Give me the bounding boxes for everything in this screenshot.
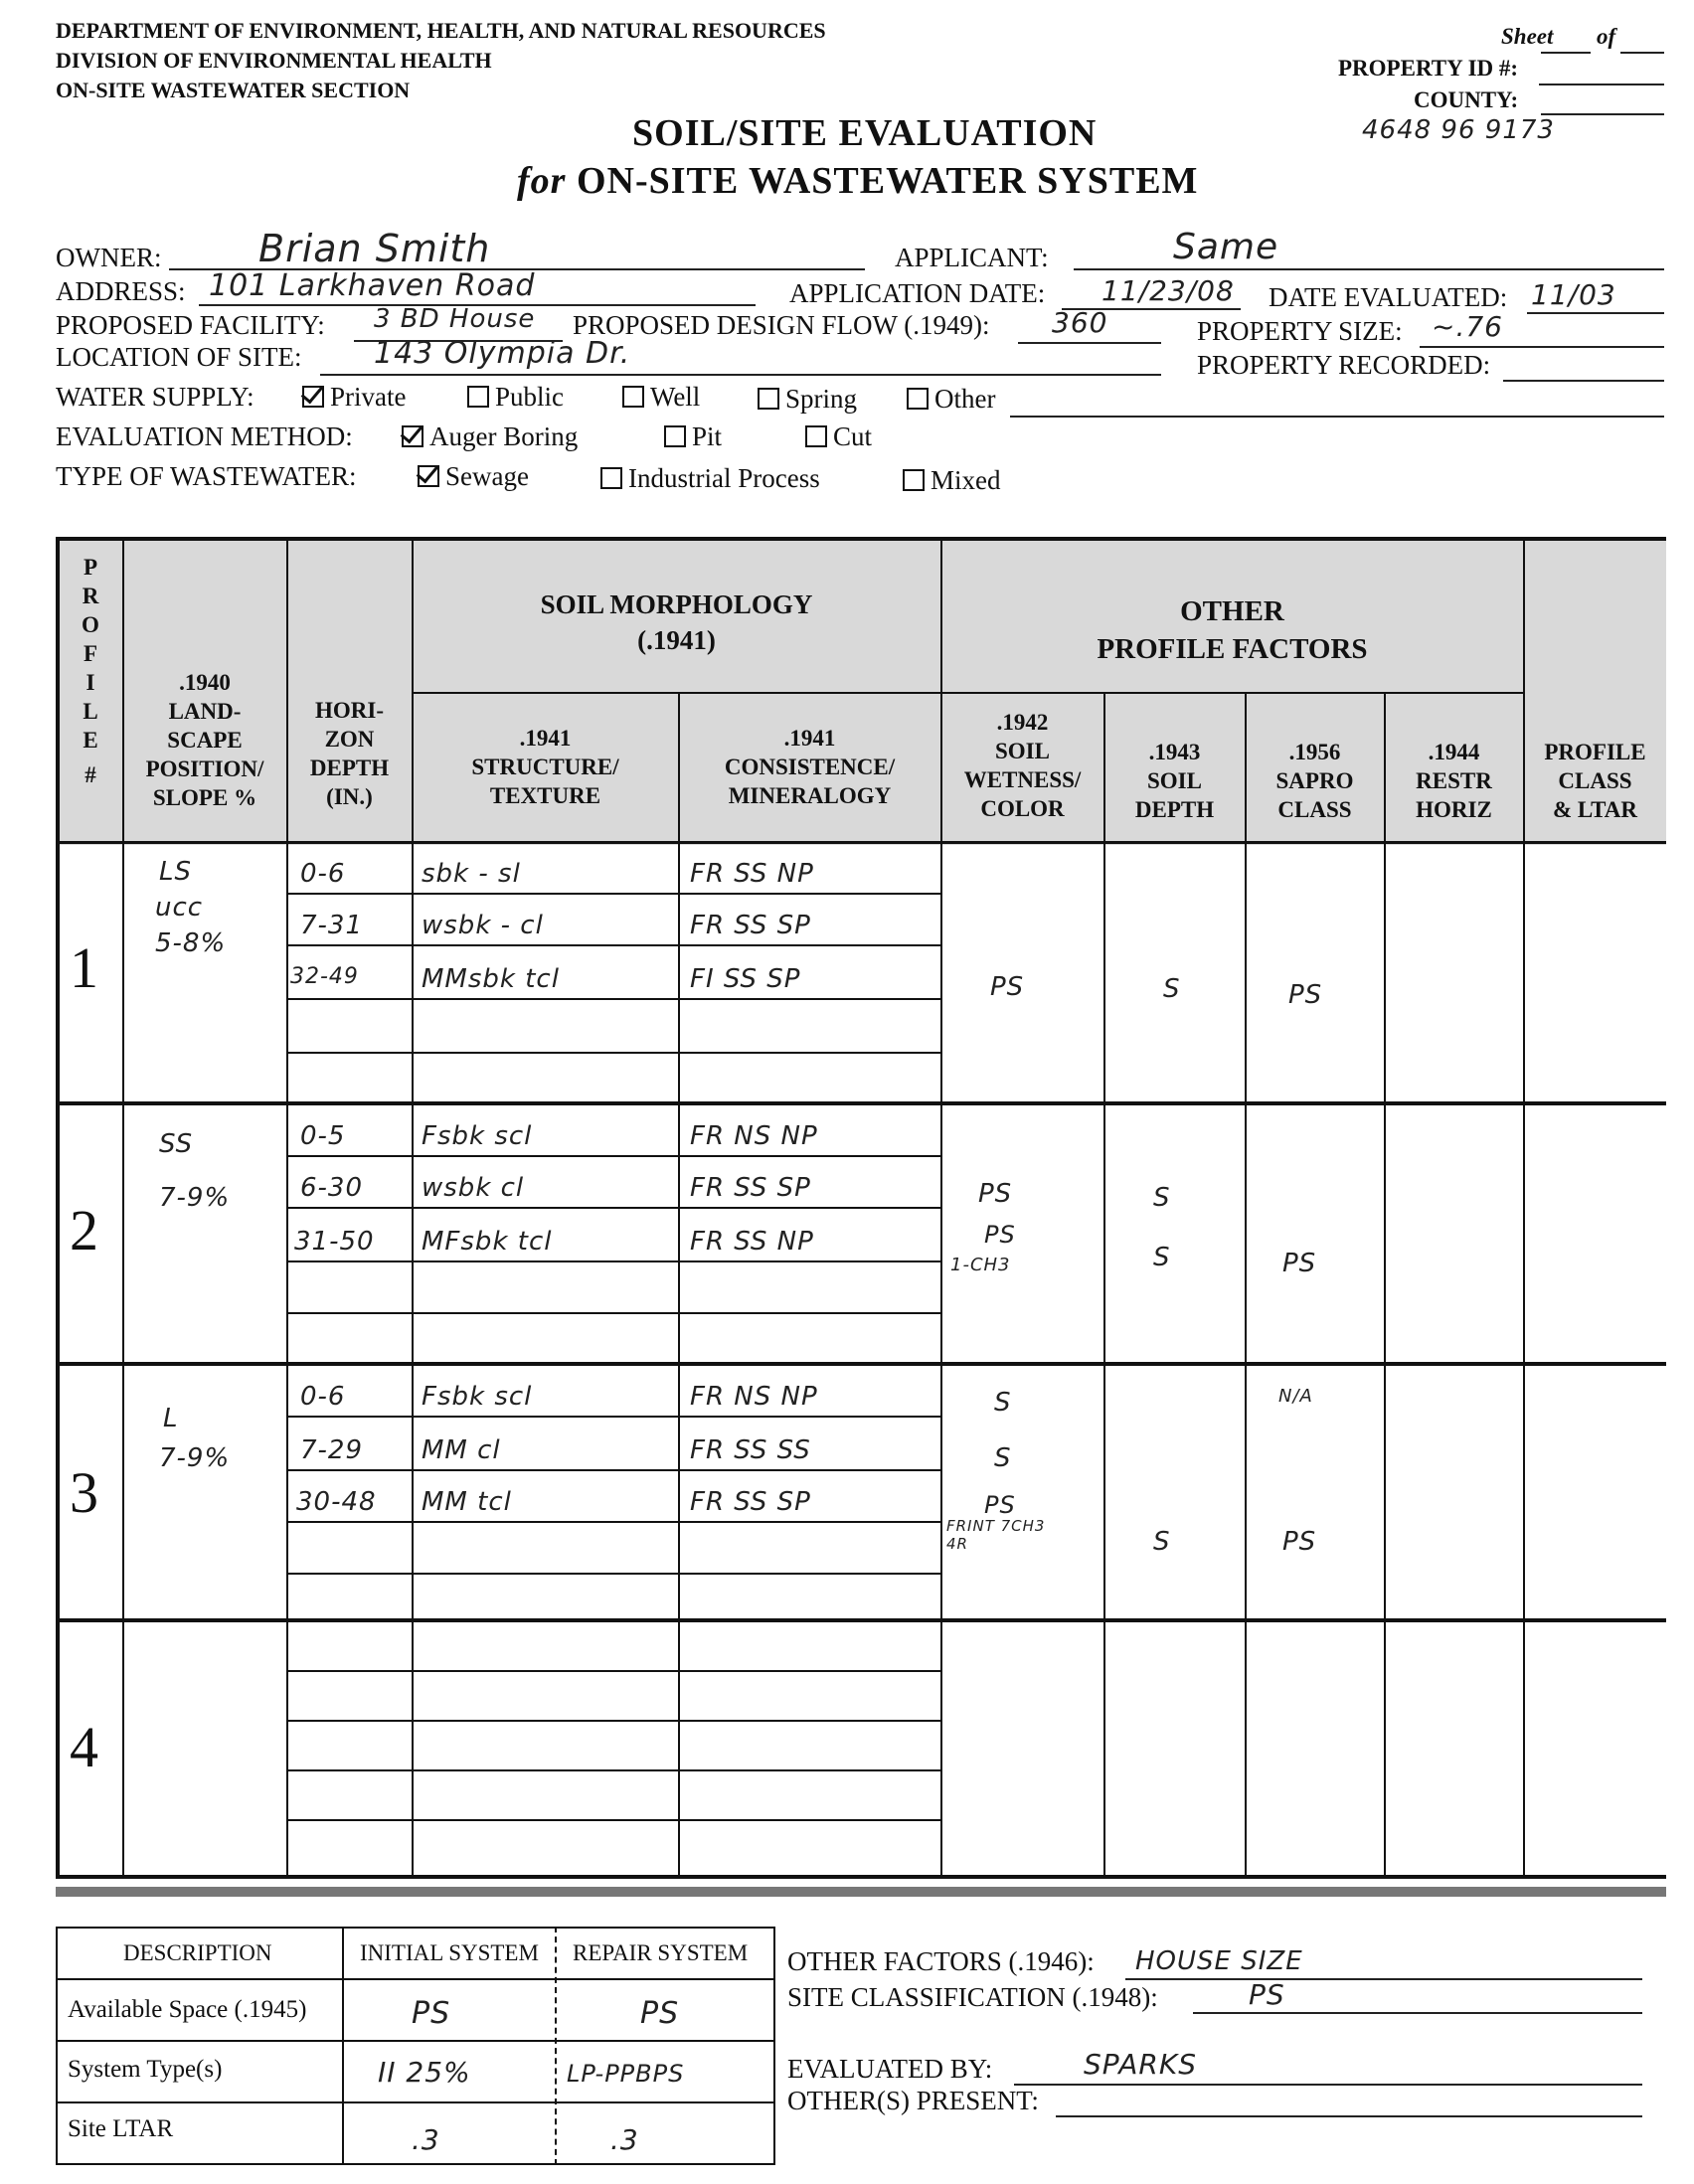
- property-id-field[interactable]: [1539, 84, 1664, 85]
- wastewater-label: TYPE OF WASTEWATER:: [56, 461, 357, 491]
- soil-depth-col-header: .1943 SOIL DEPTH: [1134, 740, 1215, 822]
- dept-line2: DIVISION OF ENVIRONMENTAL HEALTH: [56, 48, 492, 73]
- water-supply-label: WATER SUPPLY:: [56, 382, 254, 412]
- checkbox-icon[interactable]: [903, 469, 925, 491]
- profile-number: 3: [70, 1460, 98, 1525]
- row-line: [286, 1720, 940, 1722]
- wastewater-industrial[interactable]: Industrial Process: [600, 463, 820, 494]
- method-cut[interactable]: Cut: [805, 421, 872, 452]
- table-bottom-rule: [56, 1887, 1666, 1897]
- others-present-field[interactable]: [1056, 2115, 1642, 2117]
- consistence-mineralogy[interactable]: FR SS SP: [690, 1173, 811, 1203]
- property-size-value: ~.76: [1432, 310, 1503, 343]
- landscape-value: LS: [159, 857, 192, 887]
- landscape-value: 7-9%: [159, 1183, 231, 1213]
- structure-texture[interactable]: Fsbk scl: [422, 1382, 533, 1412]
- county-value: 4648 96 9173: [1362, 115, 1555, 145]
- structure-texture[interactable]: sbk - sl: [422, 859, 521, 889]
- county-field[interactable]: [1541, 113, 1664, 115]
- row-label: Site LTAR: [68, 2115, 174, 2142]
- structure-texture[interactable]: MM cl: [422, 1435, 501, 1465]
- soil-wetness[interactable]: PS: [978, 1179, 1013, 1209]
- consistence-mineralogy[interactable]: FR NS NP: [690, 1382, 818, 1412]
- property-recorded-field[interactable]: [1503, 350, 1664, 382]
- dept-line1: DEPARTMENT OF ENVIRONMENT, HEALTH, AND NATURAL RESOURCES: [56, 18, 826, 43]
- repair-system-header: REPAIR SYSTEM: [573, 1940, 749, 1965]
- other-factors-field[interactable]: [1125, 1978, 1642, 1980]
- horizon-depth[interactable]: 30-48: [296, 1487, 377, 1517]
- row-line: [286, 1312, 940, 1314]
- date-evaluated-label: DATE EVALUATED:: [1269, 282, 1508, 312]
- water-well[interactable]: Well: [622, 382, 700, 413]
- row-line: [56, 2040, 775, 2042]
- horizon-depth[interactable]: 7-31: [300, 911, 364, 940]
- property-size-label: PROPERTY SIZE:: [1197, 316, 1403, 346]
- landscape-value: L: [163, 1404, 179, 1433]
- soil-wetness[interactable]: S: [994, 1443, 1012, 1473]
- water-other[interactable]: Other: [907, 384, 995, 415]
- checkbox-icon[interactable]: [758, 388, 779, 410]
- sheet-field[interactable]: [1541, 52, 1591, 54]
- initial-value[interactable]: PS: [412, 1996, 451, 2031]
- water-private[interactable]: Private: [302, 382, 406, 413]
- landscape-value: 5-8%: [155, 928, 227, 958]
- col-line: [678, 692, 680, 1879]
- checkbox-icon[interactable]: [664, 425, 686, 447]
- row-line: [286, 1155, 940, 1157]
- row-line: [56, 2101, 775, 2103]
- other-factors-header: OTHER PROFILE FACTORS: [1097, 595, 1368, 665]
- structure-texture[interactable]: MM tcl: [422, 1487, 512, 1517]
- soil-depth[interactable]: S: [1163, 974, 1181, 1004]
- consistence-mineralogy[interactable]: FR NS NP: [690, 1121, 818, 1151]
- owner-value: Brian Smith: [258, 227, 491, 270]
- water-public[interactable]: Public: [467, 382, 564, 413]
- landscape-value: 7-9%: [159, 1443, 231, 1473]
- profile-col-header: P R O F I L E #: [82, 555, 99, 787]
- design-flow-value: 360: [1052, 306, 1108, 339]
- horizon-col-header: HORI- ZON DEPTH (IN.): [309, 698, 390, 809]
- soil-wetness[interactable]: 4R: [946, 1535, 968, 1553]
- restr-col-header: .1944 RESTR HORIZ: [1416, 740, 1492, 822]
- water-other-field[interactable]: [1010, 416, 1664, 418]
- sapro-col-header: .1956 SAPRO CLASS: [1275, 740, 1354, 822]
- location-value: 143 Olympia Dr.: [374, 336, 631, 371]
- horizon-depth[interactable]: 7-29: [300, 1435, 364, 1465]
- wetness-col-header: .1942 SOIL WETNESS/ COLOR: [963, 710, 1082, 821]
- structure-texture[interactable]: wsbk - cl: [422, 911, 544, 940]
- consistence-col-header: .1941 CONSISTENCE/ MINERALOGY: [724, 726, 896, 808]
- initial-system-header: INITIAL SYSTEM: [360, 1940, 539, 1965]
- consistence-mineralogy[interactable]: FR SS SS: [690, 1435, 811, 1465]
- structure-texture[interactable]: Fsbk scl: [422, 1121, 533, 1151]
- checkbox-icon[interactable]: [622, 386, 644, 408]
- form-title: SOIL/SITE EVALUATION: [632, 112, 1098, 154]
- horizon-depth[interactable]: 6-30: [300, 1173, 364, 1203]
- property-id-label: PROPERTY ID #:: [1338, 56, 1519, 81]
- horizon-depth[interactable]: 0-5: [300, 1121, 346, 1151]
- checkbox-checked-icon[interactable]: [418, 465, 439, 487]
- landscape-value: SS: [159, 1129, 194, 1159]
- soil-wetness[interactable]: 1-CH3: [950, 1255, 1011, 1275]
- checkbox-icon[interactable]: [600, 467, 622, 489]
- profile-separator: [56, 1101, 1666, 1105]
- description-header: DESCRIPTION: [123, 1940, 272, 1965]
- soil-wetness[interactable]: PS: [990, 972, 1025, 1002]
- col-line: [342, 1927, 344, 2165]
- landscape-value: ucc: [155, 893, 204, 923]
- consistence-mineralogy[interactable]: FR SS NP: [690, 859, 814, 889]
- app-date-label: APPLICATION DATE:: [789, 278, 1046, 308]
- of-field[interactable]: [1620, 52, 1664, 54]
- repair-value[interactable]: PS: [640, 1996, 680, 2031]
- initial-value[interactable]: .3: [412, 2123, 440, 2156]
- eval-method-label: EVALUATION METHOD:: [56, 421, 353, 451]
- soil-wetness[interactable]: S: [994, 1388, 1012, 1418]
- col-line: [555, 1927, 557, 2165]
- owner-label: OWNER:: [56, 243, 162, 272]
- row-line: [286, 1260, 940, 1262]
- initial-value[interactable]: II 25%: [378, 2056, 471, 2089]
- site-classification-value: PS: [1249, 1978, 1285, 2011]
- sheet-label: Sheet: [1501, 24, 1554, 49]
- soil-wetness[interactable]: PS: [984, 1221, 1016, 1249]
- horizon-depth[interactable]: 0-6: [300, 1382, 346, 1412]
- class-ltar-col-header: PROFILE CLASS & LTAR: [1544, 740, 1646, 822]
- header-bottom-line: [56, 841, 1666, 844]
- col-line: [1245, 692, 1247, 1879]
- address-label: ADDRESS:: [56, 276, 186, 306]
- row-line: [286, 998, 940, 1000]
- checkbox-icon[interactable]: [805, 425, 827, 447]
- row-line: [286, 944, 940, 946]
- row-label: Available Space (.1945): [68, 1996, 307, 2023]
- soil-depth[interactable]: S: [1153, 1243, 1171, 1272]
- row-line: [286, 893, 940, 895]
- method-auger[interactable]: Auger Boring: [402, 421, 578, 452]
- form-subtitle: ON-SITE WASTEWATER SYSTEM: [576, 160, 1199, 202]
- checkbox-checked-icon[interactable]: [302, 386, 324, 408]
- row-line: [286, 1573, 940, 1575]
- soil-wetness[interactable]: FRINT 7CH3: [946, 1517, 1046, 1535]
- profile-number: 4: [70, 1715, 98, 1779]
- row-line: [286, 1769, 940, 1771]
- structure-texture[interactable]: MMsbk tcl: [422, 964, 560, 994]
- consistence-mineralogy[interactable]: FR SS SP: [690, 1487, 811, 1517]
- county-label: COUNTY:: [1414, 87, 1519, 112]
- app-date-value: 11/23/08: [1101, 274, 1235, 307]
- row-line: [286, 1052, 940, 1054]
- row-line: [286, 1521, 940, 1523]
- other-factors-value: HOUSE SIZE: [1135, 1946, 1303, 1976]
- title-for: for: [517, 160, 567, 202]
- evaluated-by-label: EVALUATED BY:: [787, 2054, 993, 2084]
- facility-label: PROPOSED FACILITY:: [56, 310, 325, 340]
- method-pit[interactable]: Pit: [664, 421, 722, 452]
- other-factors-label: OTHER FACTORS (.1946):: [787, 1946, 1095, 1976]
- location-label: LOCATION OF SITE:: [56, 342, 302, 372]
- consistence-mineralogy[interactable]: FI SS SP: [690, 964, 801, 994]
- structure-texture[interactable]: MFsbk tcl: [422, 1227, 553, 1257]
- applicant-value: Same: [1173, 227, 1279, 267]
- subheader-line: [412, 692, 1523, 694]
- col-line: [1384, 692, 1386, 1879]
- applicant-label: APPLICANT:: [895, 243, 1049, 272]
- horizon-depth[interactable]: 31-50: [294, 1227, 375, 1257]
- applicant-field[interactable]: [1074, 239, 1664, 270]
- row-label: System Type(s): [68, 2056, 223, 2083]
- row-line: [286, 1207, 940, 1209]
- sapro-class[interactable]: PS: [1288, 980, 1323, 1010]
- row-line: [286, 1416, 940, 1418]
- profile-separator: [56, 1362, 1666, 1366]
- soil-depth[interactable]: S: [1153, 1183, 1171, 1213]
- repair-value[interactable]: .3: [610, 2123, 639, 2156]
- checkbox-icon[interactable]: [467, 386, 489, 408]
- landscape-col-header: .1940 LAND- SCAPE POSITION/ SLOPE %: [145, 670, 264, 810]
- soil-wetness[interactable]: PS: [984, 1491, 1016, 1519]
- consistence-mineralogy[interactable]: FR SS SP: [690, 911, 811, 940]
- sapro-class[interactable]: PS: [1282, 1527, 1317, 1557]
- property-recorded-label: PROPERTY RECORDED:: [1197, 350, 1491, 380]
- structure-texture[interactable]: wsbk cl: [422, 1173, 525, 1203]
- evaluated-by-field[interactable]: [1014, 2084, 1642, 2086]
- row-line: [286, 1469, 940, 1471]
- profile-separator: [56, 1618, 1666, 1622]
- structure-col-header: .1941 STRUCTURE/ TEXTURE: [471, 726, 619, 808]
- sapro-class[interactable]: N/A: [1278, 1386, 1313, 1407]
- dept-line3: ON-SITE WASTEWATER SECTION: [56, 78, 411, 102]
- date-evaluated-value: 11/03: [1531, 278, 1616, 311]
- sapro-class[interactable]: PS: [1282, 1249, 1317, 1278]
- soil-depth[interactable]: S: [1153, 1527, 1171, 1557]
- checkbox-icon[interactable]: [907, 388, 929, 410]
- row-line: [56, 1978, 775, 1980]
- consistence-mineralogy[interactable]: FR SS NP: [690, 1227, 814, 1257]
- evaluated-by-value: SPARKS: [1084, 2048, 1198, 2081]
- row-line: [286, 1819, 940, 1821]
- design-flow-label: PROPOSED DESIGN FLOW (.1949):: [573, 310, 990, 340]
- address-value: 101 Larkhaven Road: [209, 268, 536, 303]
- col-line: [1103, 692, 1105, 1879]
- facility-value: 3 BD House: [374, 304, 536, 334]
- profile-number: 2: [70, 1198, 98, 1262]
- of-label: of: [1597, 24, 1616, 49]
- horizon-depth[interactable]: 32-49: [290, 964, 359, 989]
- repair-value[interactable]: LP-PPBPS: [567, 2060, 685, 2088]
- wastewater-mixed[interactable]: Mixed: [903, 465, 1001, 496]
- row-line: [286, 1670, 940, 1672]
- profile-number: 1: [70, 935, 98, 1000]
- checkbox-checked-icon[interactable]: [402, 425, 424, 447]
- others-present-label: OTHER(S) PRESENT:: [787, 2086, 1039, 2115]
- site-classification-field[interactable]: [1193, 2012, 1642, 2014]
- site-classification-label: SITE CLASSIFICATION (.1948):: [787, 1982, 1158, 2012]
- soil-morphology-header: SOIL MORPHOLOGY (.1941): [540, 589, 813, 655]
- wastewater-sewage[interactable]: Sewage: [418, 461, 529, 492]
- horizon-depth[interactable]: 0-6: [300, 859, 346, 889]
- water-spring[interactable]: Spring: [758, 384, 857, 415]
